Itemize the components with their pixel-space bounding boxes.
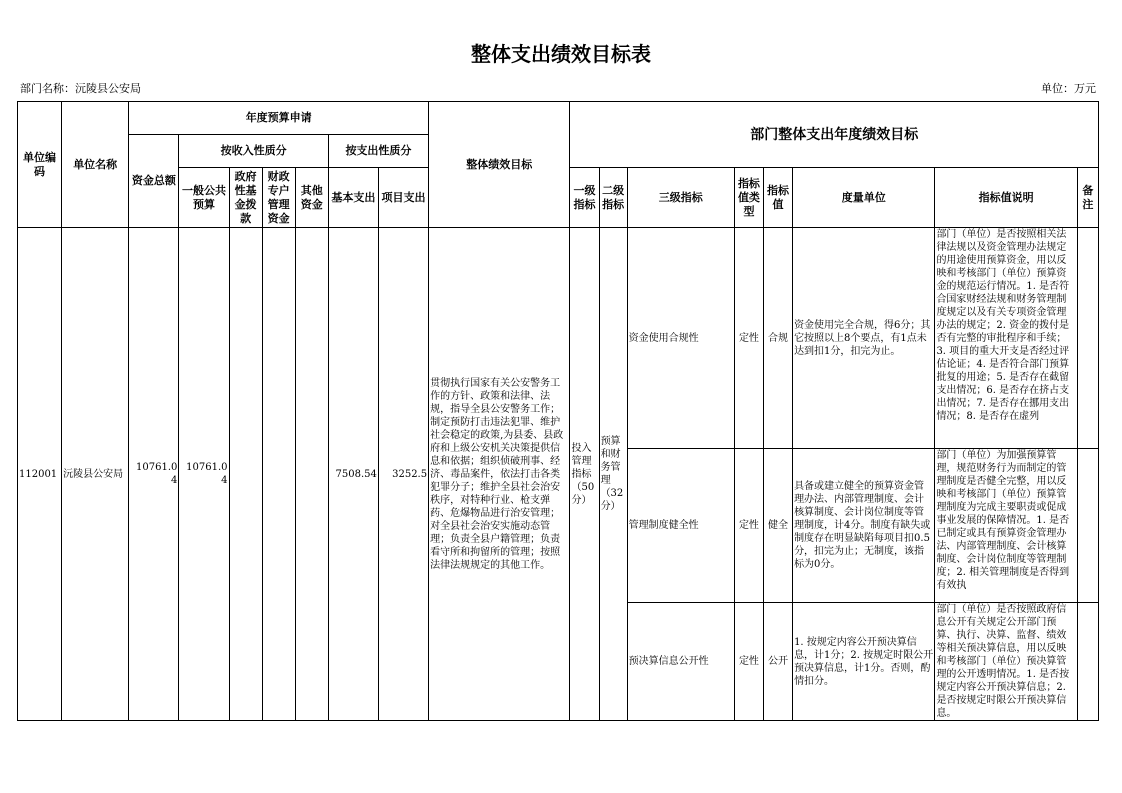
indicator-desc-text: 部门（单位）为加强预算管理，规范财务行为而制定的管理制度是否健全完整，用以反映和考核部门（单位）预算管理制度为完成主要职责或促成事业发展的保障情况。1. 是否已制定或具有预算资金管理办法、内部管理制度、会计核算制度、会计岗位制度等管理制度；2. 相关管理制度是否得到有效执 (936, 450, 1070, 591)
header-dept-goal: 部门整体支出年度绩效目标 (570, 102, 1099, 168)
header-gov-fund: 政府性基金拨款 (229, 168, 262, 228)
indicator-type: 定性 (734, 228, 763, 449)
indicator-measure: 1. 按规定内容公开预决算信息，计1分；2. 按规定时限公开预决算信息，计1分。否则，酌情扣分。 (793, 603, 935, 721)
cell-unit-code: 112001 (18, 228, 62, 721)
cell-special-mgmt (262, 228, 295, 721)
cell-unit-name: 沅陵县公安局 (62, 228, 129, 721)
cell-gov-fund (229, 228, 262, 721)
header-by-expense: 按支出性质分 (328, 135, 428, 168)
indicator-name: 资金使用合规性 (627, 228, 734, 449)
header-by-income: 按收入性质分 (179, 135, 328, 168)
header-unit-name: 单位名称 (62, 102, 129, 228)
indicator-name: 预决算信息公开性 (627, 603, 734, 721)
header-basic-exp: 基本支出 (328, 168, 378, 228)
cell-project-exp: 3252.5 (378, 228, 428, 721)
header-total-funds: 资金总额 (129, 135, 179, 228)
page-title: 整体支出绩效目标表 (471, 42, 651, 66)
header-unit-code: 单位编码 (18, 102, 62, 228)
indicator-remark (1077, 228, 1098, 449)
header-value-type: 指标值类型 (734, 168, 763, 228)
department-name: 部门名称：沅陵县公安局 (20, 82, 141, 95)
indicator-remark (1077, 603, 1098, 721)
unit-label: 单位：万元 (1041, 82, 1096, 95)
indicator-value: 合规 (763, 228, 792, 449)
header-other-funds: 其他资金 (295, 168, 328, 228)
header-level3: 三级指标 (627, 168, 734, 228)
header-remark: 备注 (1077, 168, 1098, 228)
cell-basic-exp: 7508.54 (328, 228, 378, 721)
indicator-name: 管理制度健全性 (627, 449, 734, 603)
indicator-value: 健全 (763, 449, 792, 603)
header-annual-budget: 年度预算申请 (129, 102, 429, 135)
indicator-value: 公开 (763, 603, 792, 721)
indicator-remark (1077, 449, 1098, 603)
indicator-measure: 资金使用完全合规，得6分；其它按照以上8个要点，有1点未达到扣1分，扣完为止。 (793, 228, 935, 449)
cell-other-funds (295, 228, 328, 721)
indicator-desc (935, 449, 1077, 603)
header-value: 指标值 (763, 168, 792, 228)
header-project-exp: 项目支出 (378, 168, 428, 228)
cell-total-funds: 10761.04 (129, 228, 179, 721)
header-level2: 二级指标 (599, 168, 627, 228)
cell-level2: 预算和财务管理（32分） (599, 228, 627, 721)
cell-overall-goal: 贯彻执行国家有关公安警务工作的方针、政策和法律、法规，指导全县公安警务工作；制定预防打击违法犯罪、维护社会稳定的政策,为县委、县政府和上级公安机关决策提供信息和依据；组织侦破刑事、经济、毒品案件，依法打击各类犯罪分子；维护全县社会治安秩序，对特种行业、枪支弹药、危爆物品进行治安管理；对全县社会治安实施动态管理；负责全县户籍管理；负责看守所和拘留所的管理；按照法律法规规定的其他工作。 (429, 228, 570, 721)
indicator-measure: 具备或建立健全的预算资金管理办法、内部管理制度、会计核算制度、会计岗位制度等管理制度，计4分。制度有缺失或制度存在明显缺陷每项目扣0.5分，扣完为止；无制度，该指标为0分。 (793, 449, 935, 603)
header-level1: 一级指标 (570, 168, 599, 228)
indicator-type: 定性 (734, 449, 763, 603)
indicator-desc (935, 603, 1077, 721)
header-measure: 度量单位 (793, 168, 935, 228)
cell-level1: 投入管理指标（50分） (570, 228, 599, 721)
header-general-budget: 一般公共预算 (179, 168, 229, 228)
indicator-type: 定性 (734, 603, 763, 721)
indicator-desc (935, 228, 1077, 449)
header-special-mgmt: 财政专户管理资金 (262, 168, 295, 228)
header-overall-goal: 整体绩效目标 (429, 102, 570, 228)
indicator-desc-text: 部门（单位）是否按照政府信息公开有关规定公开部门预算、执行、决算、监督、绩效等相关预决算信息，用以反映和考核部门（单位）预决算管理的公开透明情况。1. 是否按规定内容公开预决算信息；2. 是否按规定时限公开预决算信息。 (936, 604, 1070, 719)
cell-general-budget: 10761.04 (179, 228, 229, 721)
indicator-desc-text: 部门（单位）是否按照相关法律法规以及资金管理办法规定的用途使用预算资金，用以反映和考核部门（单位）预算资金的规范运行情况。1. 是否符合国家财经法规和财务管理制度规定以及有关专项资金管理办法的规定；2. 资金的拨付是否有完整的审批程序和手续；3. 项目的重大开支是否经过评估论证；4. 是否符合部门预算批复的用途；5. 是否存在截留支出情况；6. 是否存在挤占支出情况；7. 是否存在挪用支出情况；8. 是否存在虚列 (936, 229, 1070, 422)
performance-table (17, 101, 1099, 721)
header-value-desc: 指标值说明 (935, 168, 1077, 228)
